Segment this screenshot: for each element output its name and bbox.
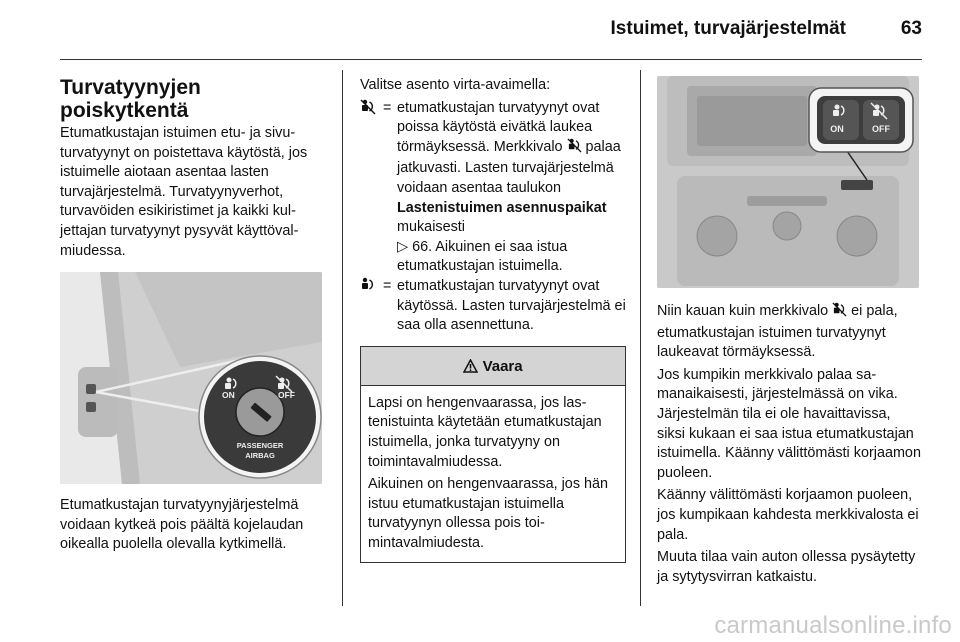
- column-left: [60, 76, 328, 558]
- dashboard-indicator-illustration: [657, 76, 919, 288]
- definition-airbag-off: [360, 99, 626, 277]
- airbag-off-icon: [567, 138, 582, 160]
- figure-label-airbag: AIRBAG: [245, 451, 275, 461]
- column-divider-1: [342, 70, 343, 606]
- section-title-line2: poiskytkentä: [60, 99, 189, 122]
- page-header: [60, 0, 922, 60]
- definition-off-text-2: palaa jatkuvasti. Lasten turvajärjestelmä voidaan asentaa taulukon: [397, 138, 621, 196]
- paragraph-no-indicator: Käänny välittömästi korjaamon puoleen, jos kumpikaan kahdesta merkkivalosta ei pala.: [657, 487, 919, 543]
- dashboard-drawing: [657, 76, 919, 288]
- warning-box: [360, 346, 626, 564]
- airbag-switch-drawing: [60, 272, 322, 484]
- definition-off-text-4: 66. Aikuinen ei saa istua etumatkustajan istuimella.: [397, 238, 568, 275]
- page-reference-arrow-icon[interactable]: ▷: [397, 238, 409, 255]
- airbag-on-icon: [360, 277, 376, 300]
- airbag-switch-illustration: [60, 272, 322, 484]
- watermark: carmanualsonline.info: [714, 612, 952, 639]
- paragraph-indicator-off: [657, 302, 922, 363]
- airbag-off-icon: [832, 302, 847, 324]
- figure-label-passenger: PASSENGER: [236, 441, 284, 451]
- warning-header: [361, 347, 625, 386]
- warning-triangle-icon: [463, 349, 478, 388]
- equals-sign: =: [383, 277, 392, 294]
- definition-off-text-3: mukaisesti: [397, 219, 465, 236]
- figure-caption: Etumatkustajan turvatyynyjärjestelmä voidaan kytkeä pois päältä kojelaudan oikealla puolella olevalla kytkimellä.: [60, 497, 304, 553]
- definition-airbag-on: [360, 277, 626, 336]
- definition-on-text: etumatkustajan turvatyynyt ovat käytössä. Lasten turvajärjestelmä ei saa olla asennettuna.: [397, 277, 626, 334]
- equals-sign: =: [383, 99, 392, 116]
- intro-paragraph: Etumatkustajan istuimen etu- ja sivuturvatyynyt on poistettava käytöstä, jos istuimelle aiotaan asentaa lasten turvajärjestelmä. Turvatyynyverhot, turvavöiden esikiristimet ja kaikki kuljettajan turvatyynyt pysyvät käyttövalmiudessa.: [60, 125, 308, 259]
- select-position-intro: Valitse asento virta-avaimella:: [360, 77, 551, 93]
- column-divider-2: [640, 70, 641, 606]
- definition-off-text-1: etumatkustajan turvatyynyt ovat poissa käytöstä eivätkä laukea törmäyksessä. Merkkivalo: [397, 99, 600, 155]
- paragraph-both-indicators: Jos kumpikin merkkivalo palaa samanaikaisesti, järjestelmässä on vika. Järjestelmän tila ei ole havaittavissa, siksi kukaan ei saa istua etumatkustajan istuimella. Käänny välittömästi korjaamon puoleen.: [657, 366, 921, 481]
- figure-label-on: ON: [222, 390, 235, 401]
- figure-label-off: OFF: [278, 390, 295, 401]
- figure-label-off: OFF: [872, 124, 890, 134]
- section-title: [60, 76, 328, 122]
- paragraph-change-status: Muuta tilaa vain auton ollessa pysäytetty ja sytytysvirran katkaistu.: [657, 549, 916, 585]
- child-seat-table-reference: Lastenistuimen asennuspaikat: [397, 199, 607, 216]
- header-title: Istuimet, turvajärjestelmät: [610, 18, 846, 39]
- section-title-line1: Turvatyynyjen: [60, 76, 201, 99]
- airbag-off-icon: [360, 99, 376, 122]
- warning-paragraph-1: Lapsi on hengenvaarassa, jos lastenistuinta käytetään etumatkustajan istuimella, jonka turvatyyny on toimintavalmiudessa.: [368, 394, 602, 470]
- paragraph-1-part-a: Niin kauan kuin merkkivalo: [657, 303, 829, 319]
- warning-body: [361, 386, 625, 563]
- column-right: [657, 76, 922, 590]
- column-middle: [360, 76, 626, 563]
- page-number: 63: [900, 18, 922, 39]
- warning-paragraph-2: Aikuinen on hengenvaarassa, jos hän istuu etumatkustajan istuimella turvatyynyn ollessa pois toimintavalmiudesta.: [368, 476, 609, 551]
- paragraph-1-part-b: ei pala, etumatkustajan istuimen turvatyynyt laukeavat törmäyksessä.: [657, 303, 898, 361]
- figure-label-on: ON: [830, 124, 844, 134]
- warning-title: Vaara: [482, 357, 523, 375]
